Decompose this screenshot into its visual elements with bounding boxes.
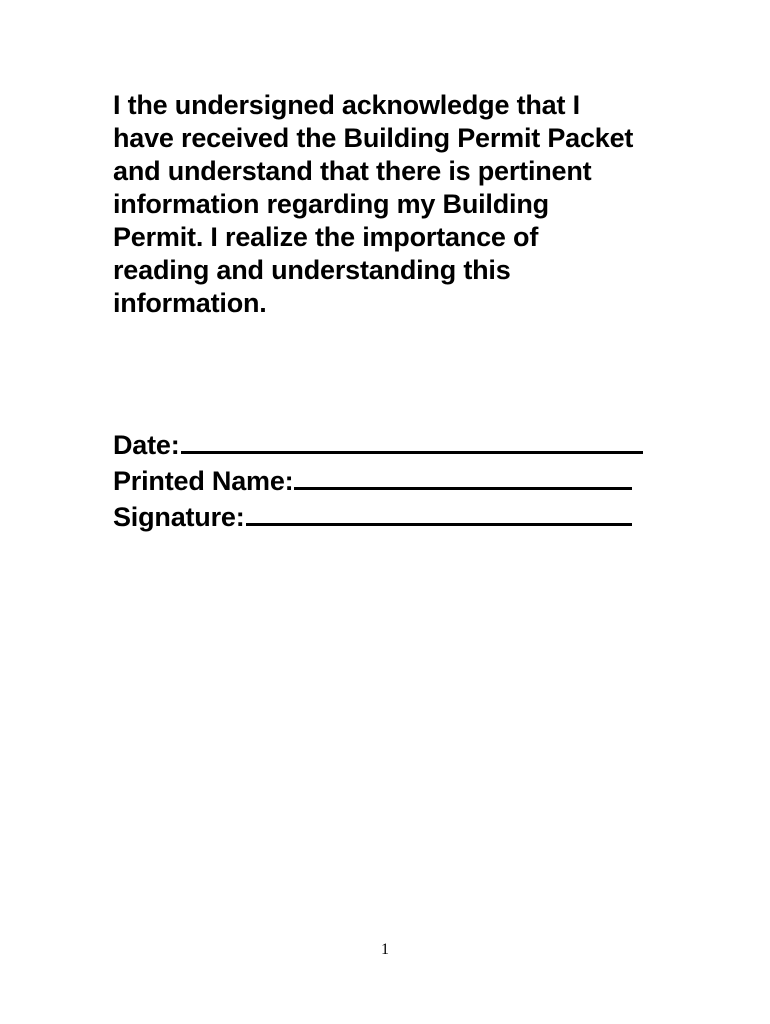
printed-name-field (113, 463, 673, 499)
signature-label: Signature: (113, 502, 245, 532)
signature-blank-line[interactable] (246, 499, 632, 526)
date-label: Date: (113, 430, 180, 460)
signature-fields (113, 427, 673, 535)
statement-line: information. (113, 288, 267, 318)
page-number: 1 (381, 941, 389, 958)
statement-line: Permit. I realize the importance of (113, 222, 539, 252)
statement-line: information regarding my Building (113, 189, 549, 219)
statement-line: I the undersigned acknowledge that I (113, 90, 580, 120)
statement-line: have received the Building Permit Packet (113, 123, 634, 153)
statement-line: reading and understanding this (113, 255, 511, 285)
date-blank-line[interactable] (181, 427, 643, 454)
date-field (113, 427, 673, 463)
printed-name-label: Printed Name: (113, 466, 294, 496)
statement-line: and understand that there is pertinent (113, 156, 592, 186)
acknowledgement-statement (113, 89, 673, 320)
signature-field (113, 499, 673, 535)
printed-name-blank-line[interactable] (294, 463, 632, 490)
